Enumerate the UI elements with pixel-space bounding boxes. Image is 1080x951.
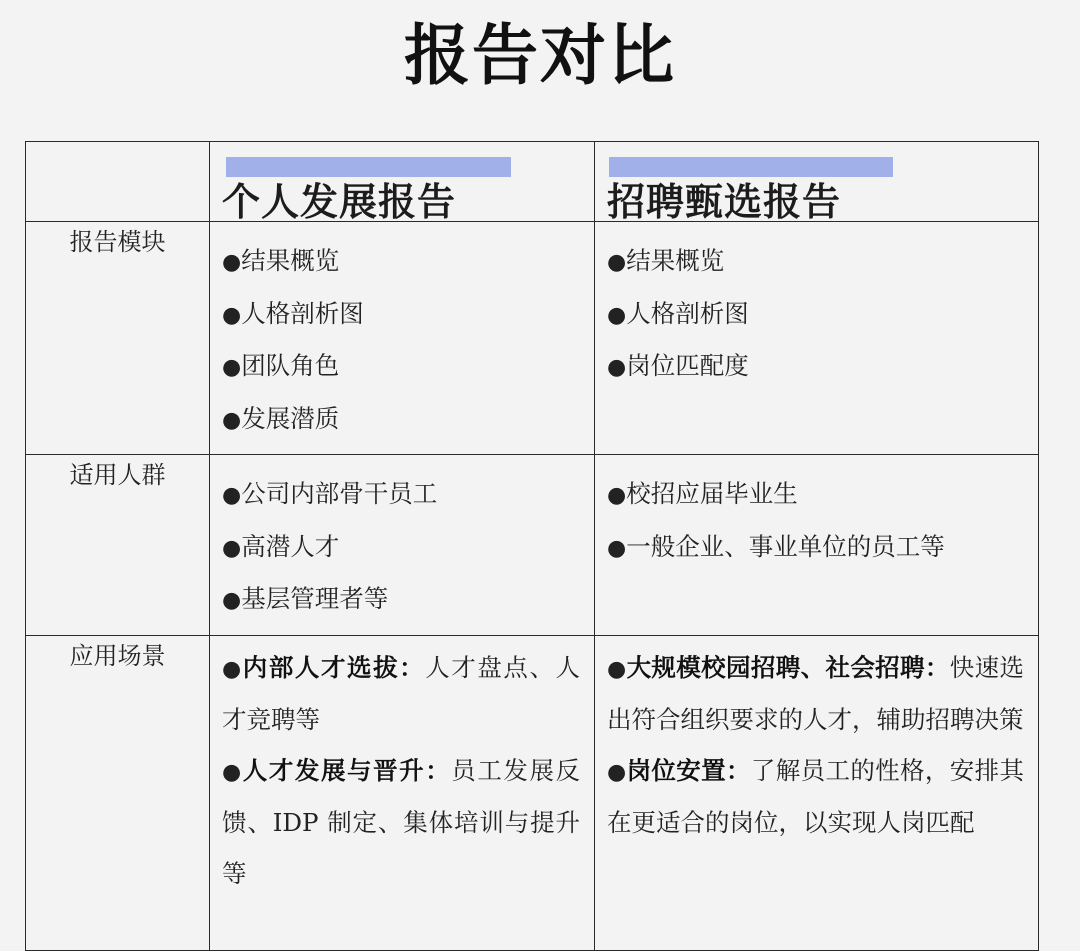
- bullet-icon: ●: [607, 759, 627, 785]
- list-item: ●校招应届毕业生: [607, 479, 798, 508]
- scenario-paragraph: ●人才发展与晋升：员工发展反馈、IDP 制定、集体培训与提升等: [222, 755, 581, 888]
- list-item: ●人格剖析图: [607, 298, 749, 328]
- bullet-icon: ●: [607, 355, 627, 380]
- list-item: ●人格剖析图: [222, 298, 364, 328]
- list-item: ●高潜人才: [222, 531, 340, 561]
- cell-scenarios-personal: [210, 635, 595, 950]
- row-label-scenarios: 应用场景: [26, 635, 210, 950]
- bullet-icon: ●: [607, 302, 627, 328]
- bullet-icon: ●: [222, 355, 242, 380]
- bullet-icon: ●: [222, 535, 242, 561]
- cell-audience-personal: [210, 455, 595, 636]
- page-title: 报告对比: [404, 17, 676, 94]
- scenario-paragraph: ●大规模校园招聘、社会招聘：快速选出符合组织要求的人才，辅助招聘决策: [607, 652, 1025, 734]
- row-label-audience: 适用人群: [26, 455, 210, 636]
- scenario-paragraph: ●内部人才选拔：人才盘点、人才竞聘等: [222, 652, 581, 734]
- header-row: [26, 142, 1039, 222]
- bullet-icon: ●: [607, 250, 627, 275]
- list-item: ●结果概览: [607, 246, 725, 275]
- bullet-icon: ●: [607, 656, 627, 682]
- list-item: ●发展潜质: [222, 403, 340, 433]
- col-header-recruit-label: 招聘甄选报告: [607, 179, 842, 224]
- list-item: ●岗位匹配度: [607, 351, 749, 380]
- bullet-icon: ●: [222, 588, 242, 613]
- bullet-icon: ●: [607, 483, 627, 508]
- list-item: ●结果概览: [222, 246, 340, 275]
- corner-cell: [26, 142, 210, 222]
- highlight-recruit: [609, 157, 893, 177]
- bullet-icon: ●: [222, 302, 242, 328]
- col-header-recruit: [595, 142, 1039, 222]
- scenario-paragraph: ●岗位安置：了解员工的性格，安排其在更适合的岗位，以实现人岗匹配: [607, 755, 1024, 837]
- row-modules: [26, 222, 1039, 455]
- row-label-modules: 报告模块: [26, 222, 210, 455]
- list-item: ●公司内部骨干员工: [222, 479, 438, 508]
- row-audience: [26, 455, 1039, 636]
- col-header-personal-label: 个人发展报告: [222, 179, 457, 224]
- list-item: ●团队角色: [222, 351, 340, 380]
- list-item: ●基层管理者等: [222, 584, 389, 613]
- bullet-icon: ●: [222, 250, 242, 275]
- bullet-icon: ●: [222, 759, 243, 785]
- cell-modules-personal: [210, 222, 595, 455]
- bullet-icon: ●: [607, 535, 627, 561]
- list-item: ●一般企业、事业单位的员工等: [607, 531, 945, 561]
- bullet-icon: ●: [222, 407, 242, 433]
- row-scenarios: [26, 635, 1039, 950]
- bullet-icon: ●: [222, 656, 243, 682]
- cell-audience-recruit: [595, 455, 1039, 636]
- highlight-personal: [226, 157, 511, 177]
- bullet-icon: ●: [222, 483, 242, 508]
- cell-scenarios-recruit: [595, 635, 1039, 950]
- col-header-personal: [210, 142, 595, 222]
- cell-modules-recruit: [595, 222, 1039, 455]
- comparison-table: [25, 141, 1039, 951]
